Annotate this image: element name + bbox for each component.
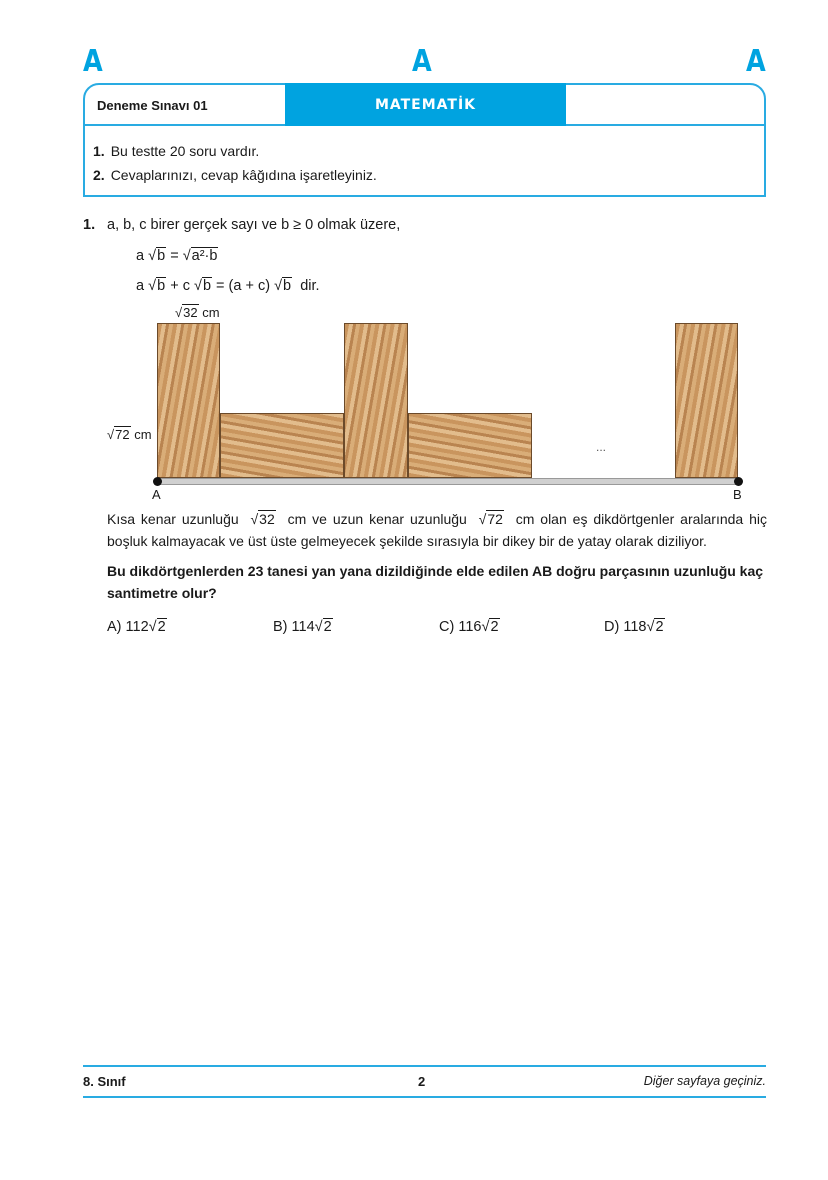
booklet-letter-left: A xyxy=(83,44,103,79)
vertical-rectangle xyxy=(157,323,220,478)
question-number: 1. xyxy=(83,217,96,233)
point-a-dot xyxy=(153,477,162,486)
option-c[interactable]: C) 116√2 xyxy=(439,619,499,635)
sqrt-32: √32 xyxy=(250,511,275,527)
question-prompt: Bu dikdörtgenlerden 23 tanesi yan yana dizildiğinde elde edilen AB doğru parçasının uzunluğu kaç santimetre olur? xyxy=(107,563,764,601)
point-a-label: A xyxy=(152,487,161,502)
vertical-rectangle xyxy=(344,323,408,478)
horizontal-rectangle xyxy=(220,413,344,478)
sqrt-a2b: √a²·b xyxy=(182,248,218,264)
equals: = xyxy=(170,248,179,264)
booklet-letter-center: A xyxy=(412,44,432,79)
sqrt-b: √b xyxy=(148,248,166,264)
option-b[interactable]: B) 114√2 xyxy=(273,619,332,635)
exam-title: Deneme Sınavı 01 xyxy=(97,98,208,113)
var-a: a xyxy=(136,248,145,264)
option-d[interactable]: D) 118√2 xyxy=(604,619,664,635)
equals: = xyxy=(216,278,225,294)
instruction-num: 1. xyxy=(93,143,105,159)
subject-title: MATEMATİK xyxy=(285,83,566,126)
var-a: a xyxy=(136,278,145,294)
instruction-num: 2. xyxy=(93,167,105,183)
sqrt-72: √72 xyxy=(478,511,503,527)
sqrt-b: √b xyxy=(148,278,166,294)
page-number: 2 xyxy=(418,1074,426,1089)
question-intro: a, b, c birer gerçek sayı ve b ≥ 0 olmak üzere, xyxy=(107,217,401,233)
instruction-text: Bu testte 20 soru vardır. xyxy=(110,143,260,159)
wood-rectangles-figure xyxy=(0,0,828,520)
question-stem: Kısa kenar uzunluğu √32 cm ve uzun kenar uzunluğu √72 cm olan eş dikdörtgenler aralarında hiç boşluk kalmayacak ve üst üste gelmeyecek şekilde sırasıyla bir dikey bir de yatay olarak diziliyor. xyxy=(107,511,768,549)
ellipsis: ... xyxy=(596,440,607,454)
footer-top-line xyxy=(83,1065,766,1067)
dir-text: dir. xyxy=(300,278,320,294)
footer-grade: 8. Sınıf xyxy=(83,1074,126,1089)
point-b-label: B xyxy=(733,487,742,502)
sqrt-b: √b xyxy=(274,278,292,294)
booklet-letter-right: A xyxy=(746,44,766,79)
sum-a-c: (a + c) xyxy=(228,278,271,294)
footer-bottom-line xyxy=(83,1096,766,1098)
horizontal-rectangle xyxy=(408,413,532,478)
sqrt-b: √b xyxy=(193,278,212,294)
long-side-label: √72 cm xyxy=(107,427,152,442)
segment-ab xyxy=(157,478,738,485)
short-side-label: √32 cm xyxy=(175,305,220,320)
instruction-text: Cevaplarınızı, cevap kâğıdına işaretleyiniz. xyxy=(110,167,377,183)
plus: + xyxy=(170,278,179,294)
footer-next-page: Diğer sayfaya geçiniz. xyxy=(643,1074,766,1088)
point-b-dot xyxy=(734,477,743,486)
var-c: c xyxy=(182,278,190,294)
vertical-rectangle xyxy=(675,323,738,478)
option-a[interactable]: A) 112√2 xyxy=(107,619,166,635)
